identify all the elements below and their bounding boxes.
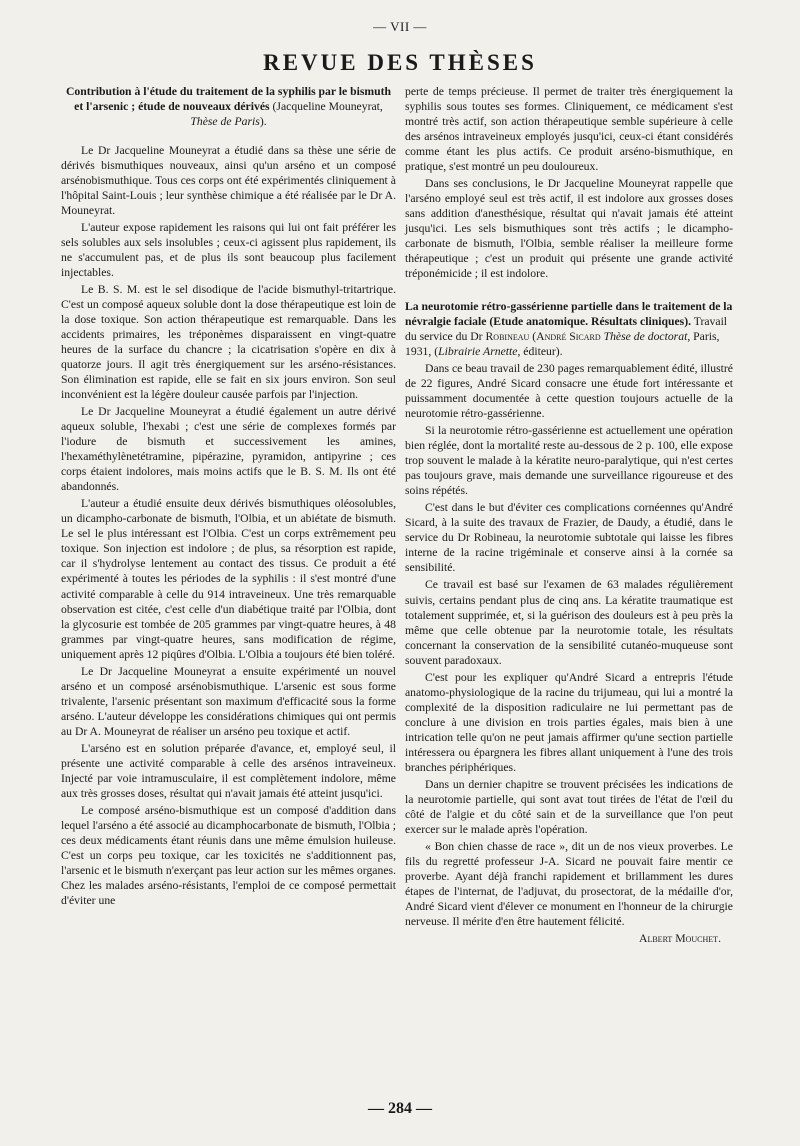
article1-continuation: perte de temps précieuse. Il permet de traiter très énergiquement la syphilis sous toutes ses formes. Cliniquement, ce médicament s'est montré très actif, son action thérapeutique semble supérieure à celle des arsénos intraveineux employés jusqu'ici, ceux-ci étant considérés comme étant les plus actifs. Ce produit arséno-bismuthique, en pratique, s'est montré un peu douloureux. xyxy=(405,85,733,174)
article1-source: Thèse de Paris xyxy=(190,115,260,129)
article2-paragraph: « Bon chien chasse de race », dit un de nos vieux proverbes. Le fils du regretté professeur J-A. Sicard ne pouvait faire mentir ce proverbe. Ayant déjà franchi rapidement et brillamment les dures étapes de l'internat, de l'adjuvat, du prosectorat, de la médaille d'or, André Sicard vient d'élever ce monument en l'honneur de la chirurgie nerveuse. Il mérite d'en être hautement félicité. xyxy=(405,839,733,928)
article1-paragraph: L'auteur expose rapidement les raisons qui lui ont fait préférer les sels solubles aux sels insolubles ; ceux-ci agissent plus rapidement, ils ne s'accumulent pas, et de plus ils sont beaucoup plus facilement injectables. xyxy=(61,221,396,280)
right-column xyxy=(405,84,733,946)
article2-paragraph: C'est dans le but d'éviter ces complications cornéennes qu'André Sicard, à la suite des travaux de Frazier, de Daudy, a étudié, dans le service du Dr Robineau, la neurotomie subtotale qui laisse les fibres interne de la racine trigéminale et conserve ainsi à la cornée sa sensibilité. xyxy=(405,501,733,575)
article1-paragraph: Le B. S. M. est le sel disodique de l'acide bismuthyl-tritartrique. C'est un composé aqueux soluble dont la dose thérapeutique est loin de la dose toxique. Son action thérapeutique est remarquable. Dans les accidents primaires, les tréponèmes disparaissent en vingt-quatre heures de la surface du chancre ; la cicatrisation s'opère en dix à quatorze jours. Il agit très énergiquement sur les arséno-résistances. Son élimination est rapide, elle se fait en six jours environ. Son seul inconvénient est la légère douleur causée parfois par l'injection. xyxy=(61,283,396,402)
article2-title-block xyxy=(405,299,733,359)
left-column xyxy=(61,84,396,908)
folio: — VII — xyxy=(373,19,427,34)
article1-paragraph: Le Dr Jacqueline Mouneyrat a étudié également un autre dérivé aqueux soluble, l'hexabi ; c'est une série de complexes formés par l'iodure de bismuth et successivement les amines, l'hexaméthylènetétramine, pipérazine, pyramidon, antipyrine ; ces corps étaient indolores, mais moins actifs que le B. S. M. Ils ont été abandonnés. xyxy=(61,405,396,494)
article1-paragraph: Le composé arséno-bismuthique est un composé d'addition dans lequel l'arséno a été associé au dicamphocarbonate de bismuth, l'Olbia ; ces deux médicaments étant réunis dans une même émulsion huileuse. C'est un corps peu toxique, car les toxicités ne s'additionnent pas, l'arsenic et le bismuth n'exerçant pas leur action sur les mêmes organes. Chez les malades arséno-résistants, l'emploi de ce composé permettait d'éviter une xyxy=(61,803,396,907)
article1-paragraph: Le Dr Jacqueline Mouneyrat a ensuite expérimenté un nouvel arséno et un composé arsénobismuthique. L'arsenic est sous forme trivalente, l'arsenic présentant son maximum d'efficacité sous la forme arséno. L'auteur développe les considérations chimiques qui ont permis au Dr A. Mouneyrat de réaliser un arséno peu toxique et actif. xyxy=(61,664,396,738)
article2-paragraph: C'est pour les expliquer qu'André Sicard a entrepris l'étude anatomo-physiologique de la racine du trijumeau, qui lui a montré la complexité de la disposition radiculaire ne lui permettant pas de conclure à une division en trois parties égales, mais bien à une intrication telle qu'on ne peut jamais affirmer qu'une section partielle intéressera ou épargnera les fibres allant uniquement à l'une des trois branches périphériques. xyxy=(405,670,733,774)
article1-paragraph: L'auteur a étudié ensuite deux dérivés bismuthiques oléosolubles, un dicampho-carbonate de bismuth, l'Olbia, et un abiétate de bismuth. Le sel le plus intéressant est l'Olbia. C'est un corps extrêmement peu toxique. Son injection est indolore ; de plus, sa résorption est rapide, car il s'hydrolyse lentement au contact des tissus. Ce produit a été expérimenté à toutes les périodes de la syphilis : il s'est montré d'une activité comparable à celle du 914 intraveineux. Une très remarquable observation est citée, c'est celle d'un diabétique traité par l'Olbia, dont la glycosurie est tombée de 205 grammes par vingt-quatre heures, à 48 grammes par vingt-quatre heures, sans modification de régime, uniquement après 12 piqûres d'Olbia. L'Olbia a toujours été bien toléré. xyxy=(61,497,396,661)
author-signature: Albert Mouchet. xyxy=(639,931,721,945)
section-heading: REVUE DES THÈSES xyxy=(263,50,537,75)
page-number: — 284 — xyxy=(368,1100,432,1117)
article2-paragraph: Ce travail est basé sur l'examen de 63 malades régulièrement suivis, certains pendant plus de cinq ans. La kératite traumatique est totalement supprimée, et, si la guérison des douleurs est à peu près la même que celle obtenue par la neurotomie totale, les résultats concernant la conservation de la sensibilité cutanéo-muqueuse sont souvent paradoxaux. xyxy=(405,578,733,667)
article2-paragraph: Si la neurotomie rétro-gassérienne est actuellement une opération bien réglée, dont la mortalité reste au-dessous de 2 p. 100, elle expose trop souvent le malade à la kératite neuro-paralytique, qui n'est certes pas toujours grave, mais demande une surveillance rigoureuse et des soins répétés. xyxy=(405,424,733,498)
article1-continuation: Dans ses conclusions, le Dr Jacqueline Mouneyrat rappelle que l'arséno employé seul est très actif, il est indolore aux grosses doses sans addition d'anesthésique, résultat qui n'avait jamais été atteint jusqu'ici. Les sels bismuthiques sont très actifs ; le dicampho-carbonate de bismuth, l'Olbia, semble réaliser la meilleure forme thérapeutique ; c'est un produit qui présente une grande activité tréponémicide ; il est indolore. xyxy=(405,177,733,281)
article2-paragraph: Dans ce beau travail de 230 pages remarquablement édité, illustré de 22 figures, André Sicard consacre une étude fort intéressante et puissamment documentée à cette question toujours actuelle de la neurotomie rétro-gassérienne. xyxy=(405,362,733,421)
article2-title: La neurotomie rétro-gassérienne partielle dans le traitement de la névralgie faciale (Etude anatomique. Résultats cliniques). xyxy=(405,300,733,329)
article1-title: Contribution à l'étude du traitement de la syphilis par le bismuth et l'arsenic ; étude de nouveaux dérivés xyxy=(65,85,392,114)
article1-paragraph: L'arséno est en solution préparée d'avance, et, employé seul, il présente une activité comparable à celle des arsénos intraveineux. Injecté par voie intramusculaire, il est complètement indolore, même aux très grosses doses, résultat qui n'avait jamais été atteint jusqu'ici. xyxy=(61,741,396,800)
article1-title-block xyxy=(61,84,396,129)
article2-meta: Travail du service du Dr Robineau (André Sicard Thèse de doctorat, Paris, 1931, (Librairie Arnette, éditeur). xyxy=(405,315,728,359)
article2-paragraph: Dans un dernier chapitre se trouvent précisées les indications de la neurotomie partielle, qui sont avat tout tirées de l'état de l'œil du côté de l'algie et du côté sain et de la surveillance que l'on peut exercer sur le malade après l'opération. xyxy=(405,777,733,836)
article1-paragraph: Le Dr Jacqueline Mouneyrat a étudié dans sa thèse une série de dérivés bismuthiques nouveaux, ainsi qu'un arséno et un composé arsénobismuthique. Tous ces corps ont été expérimentés cliniquement à l'hôpital Saint-Louis ; leur synthèse chimique a été réalisée par le Dr A. Mouneyrat. xyxy=(61,144,396,218)
article1-author: (Jacqueline Mouneyrat, Thèse de Paris). xyxy=(190,100,383,129)
